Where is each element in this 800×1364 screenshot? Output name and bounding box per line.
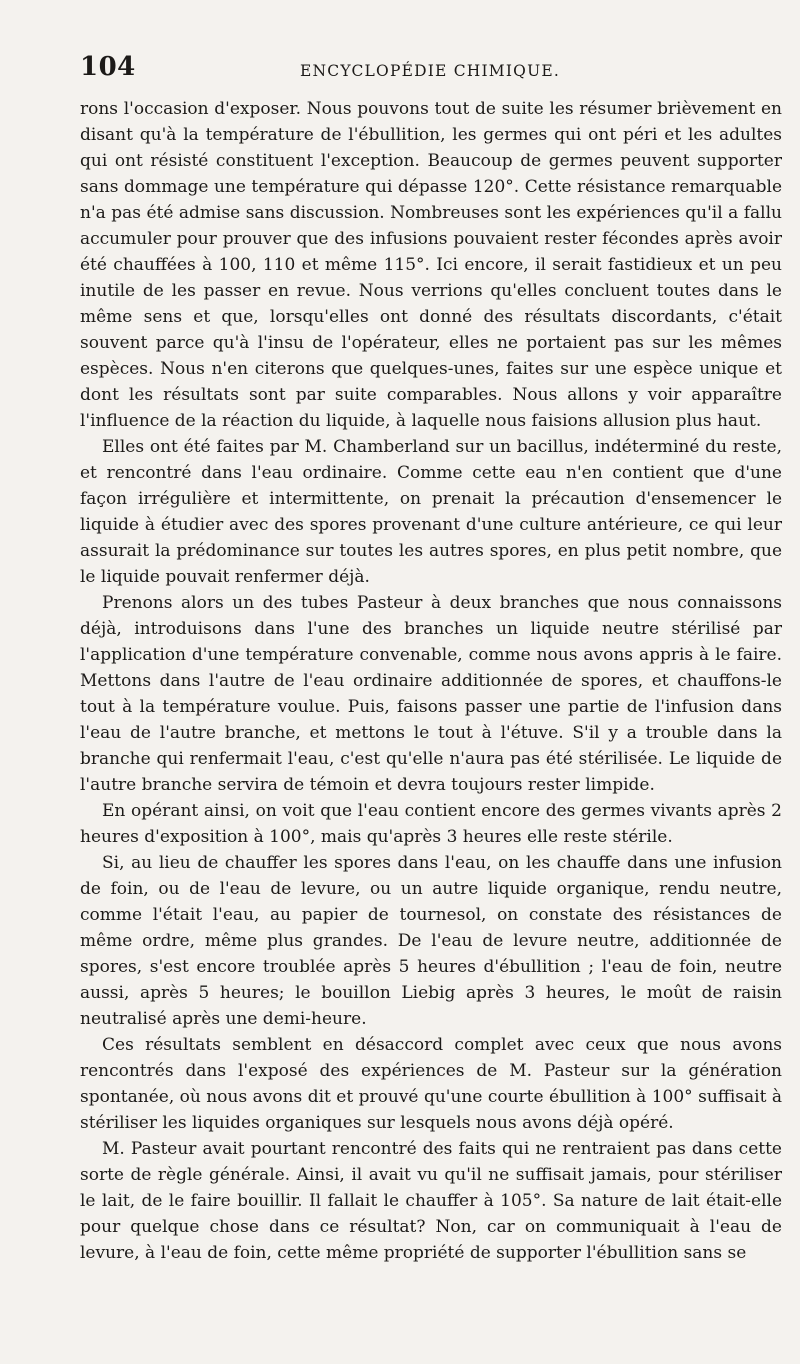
paragraph-6: Ces résultats semblent en désaccord complet avec ceux que nous avons rencontrés dans l'exposé des expériences de M. Pasteur sur la génération spontanée, où nous avons dit et prouvé qu'une courte ébullition à 100° suffisait à stériliser les liquides organiques sur lesquels nous avons déjà opéré. <box>80 1035 782 1133</box>
paragraph-3: Prenons alors un des tubes Pasteur à deux branches que nous connaissons déjà, introduisons dans l'une des branches un liquide neutre stérilisé par l'application d'une température convenable, comme nous avons appris à le faire. Mettons dans l'autre de l'eau ordinaire additionnée de spores, et chauffons-le tout à la température voulue. Puis, faisons passer une partie de l'infusion dans l'eau de l'autre branche, et mettons le tout à l'étuve. S'il y a trouble dans la branche qui renfermait l'eau, c'est qu'elle n'aura pas été stérilisée. Le liquide de l'autre branche servira de témoin et devra toujours rester limpide. <box>80 593 782 795</box>
paragraph-7: M. Pasteur avait pourtant rencontré des faits qui ne rentraient pas dans cette sorte de règle générale. Ainsi, il avait vu qu'il ne suffisait jamais, pour stériliser le lait, de le faire bouillir. Il fallait le chauffer à 105°. Sa nature de lait était-elle pour quelque chose dans ce résultat? Non, car on communiquait à l'eau de levure, à l'eau de foin, cette même propriété de supporter l'ébullition sans se <box>80 1139 782 1263</box>
running-title: ENCYCLOPÉDIE CHIMIQUE. <box>300 62 560 80</box>
body-text <box>80 96 782 1266</box>
page-header <box>80 44 782 92</box>
paragraph-2: Elles ont été faites par M. Chamberland sur un bacillus, indéterminé du reste, et rencontré dans l'eau ordinaire. Comme cette eau n'en contient que d'une façon irrégulière et intermittente, on prenait la précaution d'ensemencer le liquide à étudier avec des spores provenant d'une culture antérieure, ce qui leur assurait la prédominance sur toutes les autres spores, en plus petit nombre, que le liquide pouvait renfermer déjà. <box>80 437 782 587</box>
paragraph-1: rons l'occasion d'exposer. Nous pouvons tout de suite les résumer brièvement en disant qu'à la température de l'ébullition, les germes qui ont péri et les adultes qui ont résisté constituent l'exception. Beaucoup de germes peuvent supporter sans dommage une température qui dépasse 120°. Cette résistance remarquable n'a pas été admise sans discussion. Nombreuses sont les expériences qu'il a fallu accumuler pour prouver que des infusions pouvaient rester fécondes après avoir été chauffées à 100, 110 et même 115°. Ici encore, il serait fastidieux et un peu inutile de les passer en revue. Nous verrions qu'elles concluent toutes dans le même sens et que, lorsqu'elles ont donné des résultats discordants, c'était souvent parce qu'à l'insu de l'opérateur, elles ne portaient pas sur les mêmes espèces. Nous n'en citerons que quelques-unes, faites sur une espèce unique et dont les résultats sont par suite comparables. Nous allons y voir apparaître l'influence de la réaction du liquide, à laquelle nous faisions allusion plus haut. <box>80 99 782 431</box>
page-number: 104 <box>80 52 136 82</box>
paragraph-5: Si, au lieu de chauffer les spores dans l'eau, on les chauffe dans une infusion de foin, ou de l'eau de levure, ou un autre liquide organique, rendu neutre, comme l'était l'eau, au papier de tournesol, on constate des résistances de même ordre, même plus grandes. De l'eau de levure neutre, additionnée de spores, s'est encore troublée après 5 heures d'ébullition ; l'eau de foin, neutre aussi, après 5 heures; le bouillon Liebig après 3 heures, le moût de raisin neutralisé après une demi-heure. <box>80 853 782 1029</box>
paragraph-4: En opérant ainsi, on voit que l'eau contient encore des germes vivants après 2 heures d'exposition à 100°, mais qu'après 3 heures elle reste stérile. <box>80 801 782 847</box>
